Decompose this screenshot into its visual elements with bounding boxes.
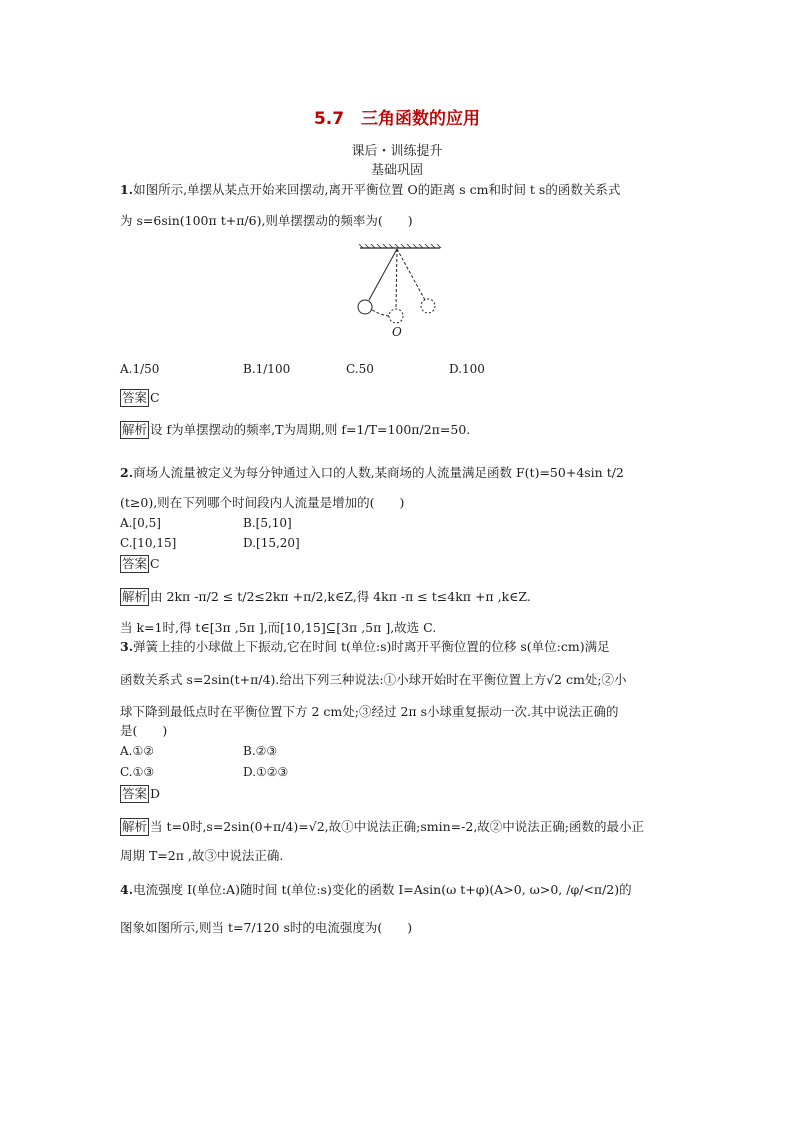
q2-option-a[interactable]: A.[0,5] [120,516,161,530]
q2-option-b[interactable]: B.[5,10] [243,516,292,530]
q1-option-c[interactable]: C.50 [346,362,374,376]
analysis-tag: 解析 [122,589,148,604]
q2-stem-line1: 2.商场人流量被定义为每分钟通过入口的人数,某商场的人流量满足函数 F(t)=50+4sin t/2 [120,465,624,480]
q3-stem-line1: 3.弹簧上挂的小球做上下振动,它在时间 t(单位:s)时离开平衡位置的位移 s(单位:cm)满足 [120,639,610,654]
q1-option-b[interactable]: B.1/100 [243,362,291,376]
q2-option-c[interactable]: C.[10,15] [120,536,177,550]
q2-stem-line2: (t≥0),则在下列哪个时间段内人流量是增加的( ) [120,495,405,510]
q2-analysis-line2: 当 k=1时,得 t∈[3π ,5π ],而[10,15]⊆[3π ,5π ],故选 C. [120,620,437,635]
q3-stem-line4: 是( ) [120,723,168,738]
page-subtitle: 课后・训练提升 [351,144,443,159]
q1-analysis: 解析 设 f为单摆摆动的频率,T为周期,则 f=1/T=100π/2π=50. [122,422,471,437]
q3-stem-line2: 函数关系式 s=2sin(t+π/4).给出下列三种说法:①小球开始时在平衡位置上方√2 cm处;②小 [120,672,627,687]
q2-analysis-line1: 解析 由 2kπ -π/2 ≤ t/2≤2kπ +π/2,k∈Z,得 4kπ -π ≤ t≤4kπ +π ,k∈Z. [122,589,531,604]
q4-stem-line2: 图象如图所示,则当 t=7/120 s时的电流强度为( ) [120,920,413,935]
q2-number: 2. [120,465,134,480]
q3-stem-line3: 球下降到最低点时在平衡位置下方 2 cm处;③经过 2π s小球重复振动一次.其中说法正确的 [120,704,619,719]
page-title: 5.7 三角函数的应用 [313,109,481,129]
q1-option-a[interactable]: A.1/50 [120,362,160,376]
q3-answer: 答案 D [122,786,161,801]
answer-tag: 答案 [122,390,148,405]
analysis-tag: 解析 [122,819,148,834]
q3-analysis-line2: 周期 T=2π ,故③中说法正确. [120,848,284,863]
answer-tag: 答案 [122,786,148,801]
pendulum-figure [355,244,445,340]
q3-option-b[interactable]: B.②③ [243,744,278,758]
q1-stem-line2: 为 s=6sin(100π t+π/6),则单摆摆动的频率为( ) [120,213,413,228]
figure-origin-label: O [392,325,402,339]
q3-option-a[interactable]: A.①② [120,744,154,758]
section-heading: 基础巩固 [370,163,423,178]
q4-stem-line1: 4.电流强度 I(单位:A)随时间 t(单位:s)变化的函数 I=Asin(ω t+φ)(A>0, ω>0, /φ/<π/2)的 [120,882,632,897]
q3-option-c[interactable]: C.①③ [120,765,155,779]
answer-tag: 答案 [122,556,148,571]
q3-number: 3. [120,639,134,654]
q4-number: 4. [120,882,134,897]
q3-option-d[interactable]: D.①②③ [243,765,289,779]
q2-option-d[interactable]: D.[15,20] [243,536,300,550]
q1-number: 1. [120,182,134,197]
analysis-tag: 解析 [122,422,148,437]
q2-answer: 答案 C [122,556,160,571]
q1-answer: 答案 C [122,390,160,405]
q1-option-d[interactable]: D.100 [449,362,485,376]
q3-analysis-line1: 解析 当 t=0时,s=2sin(0+π/4)=√2,故①中说法正确;smin=-2,故②中说法正确;函数的最小正 [122,819,645,834]
q1-stem-line1: 1.如图所示,单摆从某点开始来回摆动,离开平衡位置 O的距离 s cm和时间 t s的函数关系式 [120,182,621,197]
